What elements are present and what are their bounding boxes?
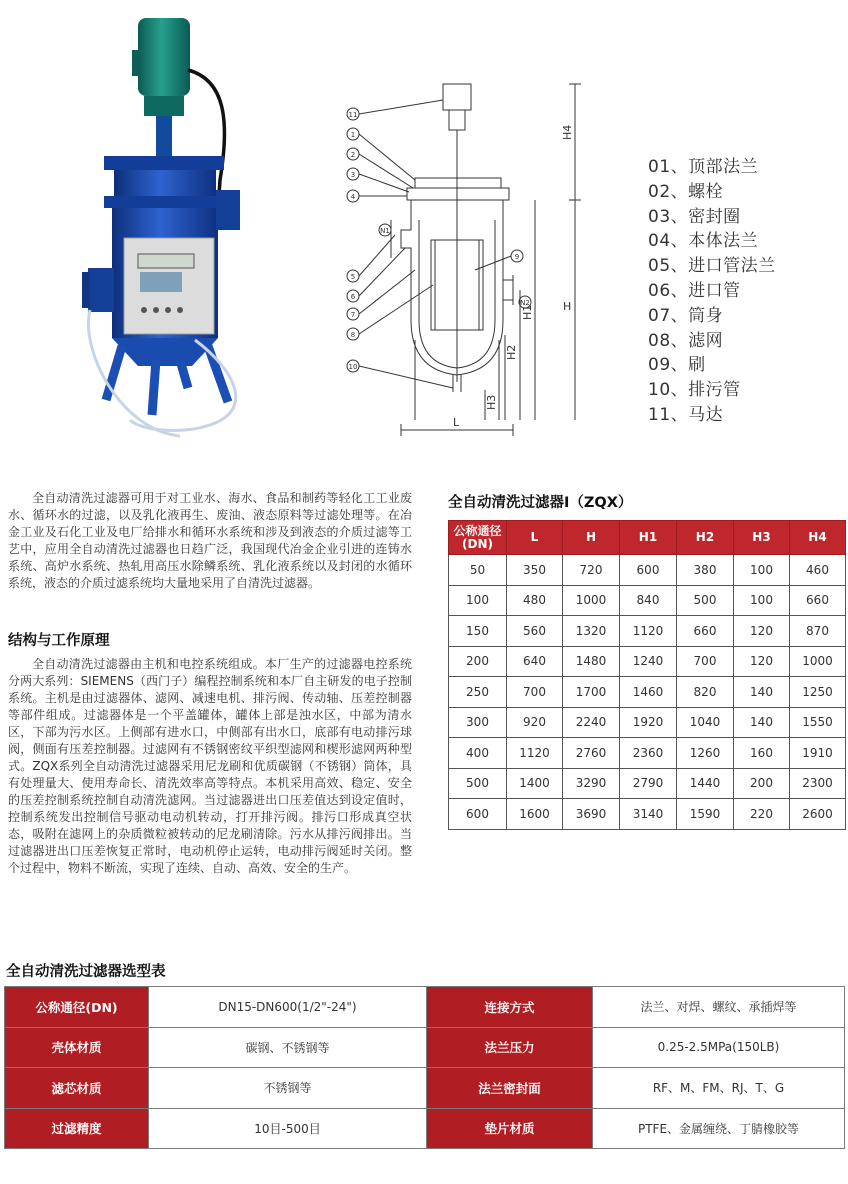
selection-label: 公称通径(DN) [5,987,149,1028]
table-cell: 380 [677,555,734,586]
callout-4: 4 [350,193,356,201]
dim-h1: H1 [521,304,534,320]
table-cell: 100 [734,585,790,616]
legend-item: 10、排污管 [648,380,741,401]
table-cell: 1440 [677,768,734,799]
header-h3: H3 [734,521,790,555]
table-cell: 2790 [620,768,677,799]
dim-l: L [453,416,460,429]
dimension-table-title: 全自动清洗过滤器Ⅰ（ZQX） [448,495,633,511]
legend-item: 04、本体法兰 [648,231,759,252]
table-cell: 140 [734,707,790,738]
table-cell: 1400 [507,768,563,799]
legend-item: 03、密封圈 [648,206,741,227]
table-cell: 660 [790,585,846,616]
table-cell: 1240 [620,646,677,677]
legend-item: 02、螺栓 [648,181,724,202]
selection-value: RF、M、FM、RJ、T、G [593,1068,845,1109]
header-h2: H2 [677,521,734,555]
header-h4: H4 [790,521,846,555]
header-l: L [507,521,563,555]
table-cell: 720 [563,555,620,586]
table-cell: 820 [677,677,734,708]
table-cell: 1000 [790,646,846,677]
legend-item: 01、顶部法兰 [648,157,759,177]
legend-item: 09、刷 [648,355,706,376]
table-row [449,646,846,677]
callout-7: 7 [350,311,356,319]
table-cell: 3290 [563,768,620,799]
callout-8: 8 [350,331,356,339]
selection-table-title: 全自动清洗过滤器选型表 [6,964,166,980]
callout-3: 3 [350,171,356,179]
selection-label: 滤芯材质 [5,1068,149,1109]
table-cell: 2600 [790,799,846,830]
table-cell: 1000 [563,585,620,616]
selection-label: 连接方式 [427,987,593,1028]
dimension-table [448,520,846,830]
callout-11: 11 [348,111,358,119]
table-row [449,707,846,738]
table-cell: 1600 [507,799,563,830]
table-cell: 660 [677,616,734,647]
legend-item: 06、进口管 [648,280,741,301]
callout-5: 5 [350,273,356,281]
selection-row [5,1027,845,1068]
selection-row [5,1068,845,1109]
table-cell: 100 [449,585,507,616]
table-cell: 120 [734,646,790,677]
selection-row [5,987,845,1028]
table-row [449,738,846,769]
selection-value: 0.25-2.5MPa(150LB) [593,1027,845,1068]
callout-6: 6 [350,293,356,301]
table-cell: 150 [449,616,507,647]
table-cell: 2240 [563,707,620,738]
table-cell: 480 [507,585,563,616]
selection-value: PTFE、金属缠绕、丁腈橡胶等 [593,1108,845,1149]
table-cell: 1040 [677,707,734,738]
dim-h: H [563,300,572,313]
table-cell: 2360 [620,738,677,769]
dim-h3: H3 [485,394,498,410]
table-cell: 1920 [620,707,677,738]
table-cell: 140 [734,677,790,708]
table-cell: 1250 [790,677,846,708]
table-cell: 1910 [790,738,846,769]
table-cell: 160 [734,738,790,769]
header-h1: H1 [620,521,677,555]
legend-item: 07、筒身 [648,305,724,326]
table-cell: 220 [734,799,790,830]
table-cell: 700 [507,677,563,708]
table-cell: 1550 [790,707,846,738]
parts-legend [648,155,838,428]
table-row [449,616,846,647]
callout-10: 10 [348,363,358,371]
dim-h4: H4 [561,124,574,140]
table-cell: 700 [677,646,734,677]
selection-label: 过滤精度 [5,1108,149,1149]
table-cell: 1120 [507,738,563,769]
legend-item: 05、进口管法兰 [648,256,776,277]
table-cell: 460 [790,555,846,586]
callout-2: 2 [350,151,356,159]
table-cell: 2300 [790,768,846,799]
selection-value: DN15-DN600(1/2"-24") [149,987,427,1028]
selection-value: 碳钢、不锈钢等 [149,1027,427,1068]
selection-label: 法兰密封面 [427,1068,593,1109]
table-cell: 600 [620,555,677,586]
selection-table [4,986,845,1149]
selection-label: 法兰压力 [427,1027,593,1068]
structure-paragraph: 全自动清洗过滤器由主机和电控系统组成。本厂生产的过滤器电控系统分两大系列：SIEMENS（西门子）编程控制系统和本厂自主研发的电子控制系统。主机是由过滤器体、滤网、减速电机、排污阀、传动轴、压差控制器等部件组成。过滤器体是一个平盖罐体，罐体上部是浊水区，中部为清水区，下部为污水区。上侧部有进水口，中侧部有出水口，底部有电动排污球阀，侧面有压差控制器。过滤网有不锈钢密纹平织型滤网和楔形滤网两种型式。ZQX系列全自动清洗过滤器采用尼龙刷和优质碳钢（不锈钢）筒体，具有处理量大、使用寿命长、清洗效率高等特点。本机采用高效、稳定、安全的压差控制系统控制自动清洗滤网。当过滤器进出口压差值达到设定值时，控制系统发出控制信号驱动电动机转动，打开排污阀。排污口形成真空状态，吸附在滤网上的杂质微粒被转动的尼龙刷清除。污水从排污阀排出。当过滤器进出口压差恢复正常时，电动机停止运转，电动排污阀延时关闭。整个过程中，物料不断流，实现了连续、自动、高效、安全的生产。 [8,657,412,875]
table-cell: 1260 [677,738,734,769]
table-cell: 500 [677,585,734,616]
table-cell: 200 [734,768,790,799]
table-row [449,677,846,708]
table-cell: 870 [790,616,846,647]
table-cell: 640 [507,646,563,677]
section-title: 结构与工作原理 [8,633,110,649]
table-cell: 2760 [563,738,620,769]
table-cell: 200 [449,646,507,677]
table-row [449,768,846,799]
selection-label: 壳体材质 [5,1027,149,1068]
product-photo [60,10,270,440]
table-cell: 1480 [563,646,620,677]
legend-item: 08、滤网 [648,330,724,351]
table-cell: 1320 [563,616,620,647]
table-cell: 3140 [620,799,677,830]
table-row [449,585,846,616]
table-cell: 300 [449,707,507,738]
table-cell: 500 [449,768,507,799]
selection-value: 不锈钢等 [149,1068,427,1109]
table-cell: 1460 [620,677,677,708]
technical-drawing [335,70,585,450]
selection-value: 10目-500目 [149,1108,427,1149]
table-cell: 1120 [620,616,677,647]
header-h: H [563,521,620,555]
callout-n2: N2 [520,299,530,307]
table-cell: 50 [449,555,507,586]
callout-9: 9 [514,253,520,261]
callout-n1: N1 [380,227,390,235]
table-cell: 400 [449,738,507,769]
table-header-row [449,521,846,555]
table-cell: 100 [734,555,790,586]
table-cell: 840 [620,585,677,616]
table-cell: 1590 [677,799,734,830]
table-cell: 3690 [563,799,620,830]
intro-paragraph: 全自动清洗过滤器可用于对工业水、海水、食品和制药等轻化工工业废水、循环水的过滤，以及乳化液再生、废油、液态原料等过滤处理等。在冶金工业及石化工业及电厂给排水和循环水系统和涉及到液态的介质过滤等工艺中，应用全自动清洗过滤器也日趋广泛，我国现代冶金企业引进的连铸水系统、高炉水系统、热轧用高压水除鳞系统、乳化液系统以及封闭的水循环系统，液态的介质过滤系统均大量地采用了自清洗过滤器。 [8,491,412,590]
table-row [449,799,846,830]
header-dn: 公称通径(DN) [449,521,507,555]
table-cell: 600 [449,799,507,830]
table-cell: 250 [449,677,507,708]
table-cell: 560 [507,616,563,647]
dim-h2: H2 [505,344,518,360]
table-cell: 350 [507,555,563,586]
table-cell: 920 [507,707,563,738]
selection-value: 法兰、对焊、螺纹、承插焊等 [593,987,845,1028]
selection-label: 垫片材质 [427,1108,593,1149]
callout-1: 1 [350,131,356,139]
selection-row [5,1108,845,1149]
legend-item: 11、马达 [648,404,724,425]
table-cell: 1700 [563,677,620,708]
table-row [449,555,846,586]
table-cell: 120 [734,616,790,647]
